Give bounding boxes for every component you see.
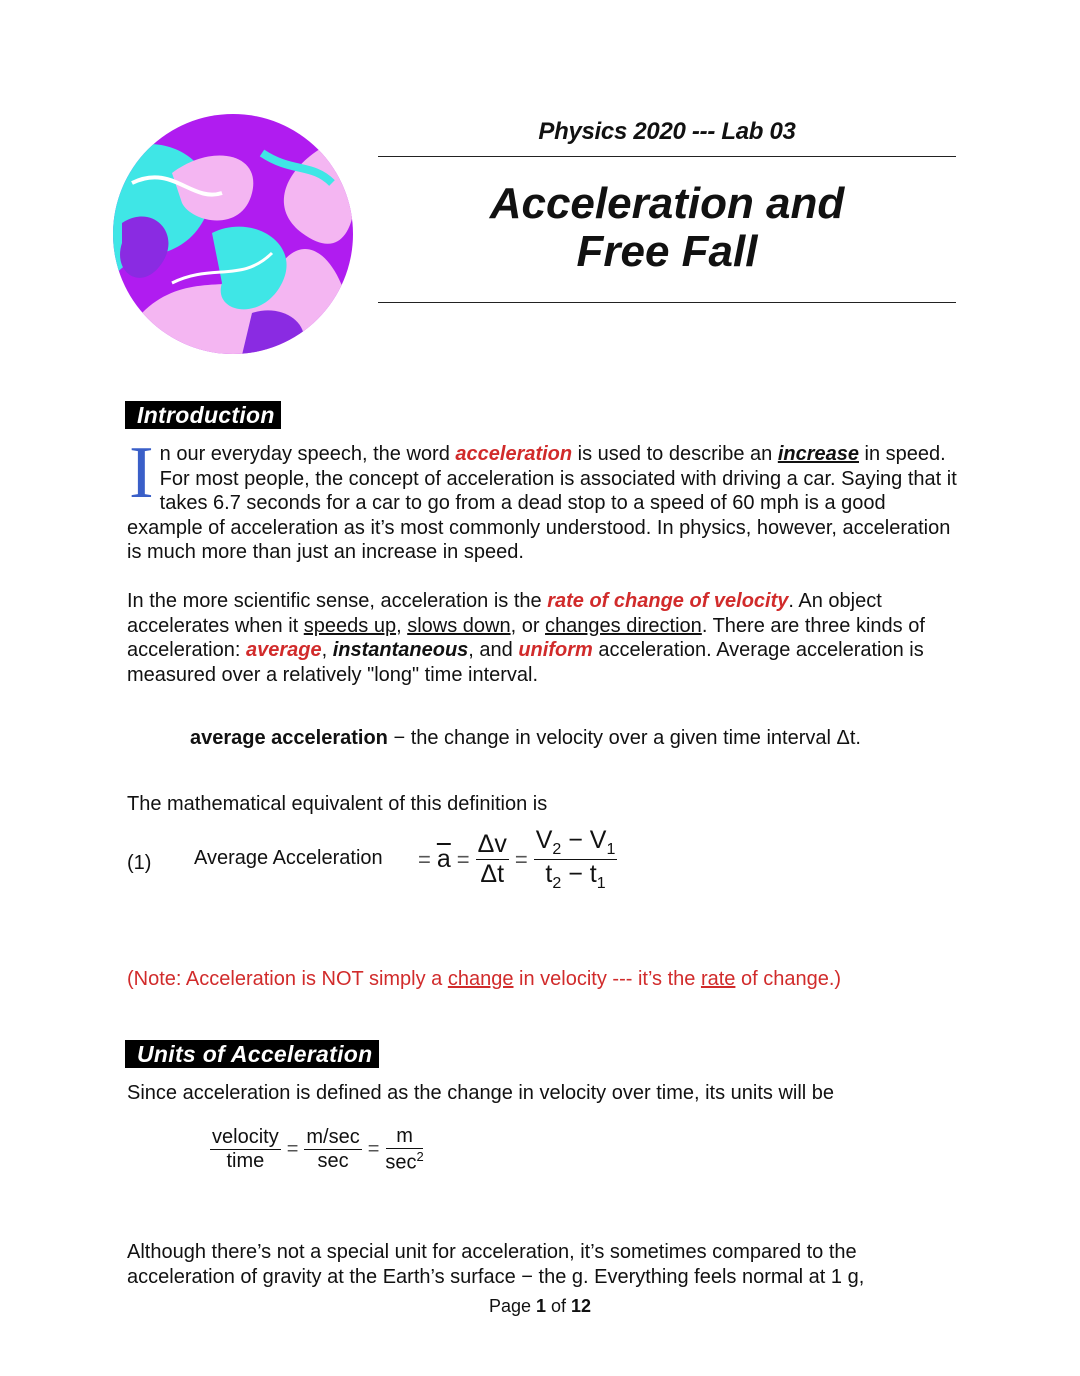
term-speeds-up: speeds up — [303, 614, 397, 637]
units-paragraph-2: Although there’s not a special unit for acceleration, it’s sometimes compared to the acceleration of gravity at the Earth’s surface − the g. Everything feels normal at 1 g, — [127, 1241, 865, 1288]
fraction-msec-sec — [304, 1126, 361, 1173]
denominator — [385, 1149, 423, 1175]
definition-average-acceleration — [190, 727, 861, 750]
title-line-1: Acceleration and — [489, 179, 845, 228]
sub: 2 — [552, 875, 562, 892]
intro-paragraph-2 — [127, 589, 957, 687]
minus: − — [561, 860, 590, 888]
note-rate-of-change — [127, 967, 957, 992]
sec: sec — [385, 1151, 417, 1174]
equals-sign: = — [456, 846, 470, 872]
term-changes-direction: changes direction — [545, 614, 702, 637]
term-slows-down: slows down — [407, 614, 511, 637]
course-label: Physics 2020 --- Lab 03 — [538, 118, 796, 145]
term-increase: increase — [777, 443, 859, 465]
denominator: time — [226, 1150, 265, 1173]
numerator: m/sec — [306, 1126, 360, 1149]
page-title — [378, 180, 956, 276]
a-bar: $\overline{a}$ — [436, 845, 451, 873]
text-run: , or — [510, 614, 546, 637]
section-heading-units: Units of Acceleration — [125, 1040, 379, 1068]
text-run: in velocity --- it’s the — [513, 968, 701, 990]
current-page: 1 — [535, 1296, 546, 1316]
intro-paragraph-1 — [127, 432, 957, 565]
equals-sign: = — [418, 846, 431, 872]
numerator: velocity — [212, 1126, 279, 1149]
equation-number: (1) — [127, 852, 152, 874]
text-run: n our everyday speech, the word — [159, 443, 456, 465]
t2: t — [545, 860, 553, 888]
minus: − — [561, 826, 590, 854]
denominator — [545, 860, 605, 893]
fraction-v-t — [534, 826, 618, 893]
header-rule-top — [378, 156, 956, 157]
term-rate-of-change: rate of change of velocity — [547, 590, 789, 612]
text-run: in speed. For most people, the concept of acceleration is associated with driving a car. Saying that it takes 6.7 seconds for a car to go from a dead stop to a speed of 60 mph is a good example of acceleration as it’s most commonly understood. In physics, however, acceleration is much more than just an increase in speed. — [127, 443, 957, 563]
sub: 1 — [596, 875, 606, 892]
numerator — [534, 826, 618, 860]
dropcap: I — [129, 432, 154, 514]
equation-label: Average Acceleration — [194, 847, 383, 869]
term-uniform: uniform — [518, 639, 593, 661]
text-run: , — [396, 614, 408, 637]
term-acceleration: acceleration — [455, 443, 573, 465]
total-pages: 12 — [571, 1296, 592, 1316]
page-footer — [0, 1296, 1080, 1317]
fraction-velocity-time — [210, 1126, 281, 1173]
t1: t — [589, 860, 597, 888]
math-intro: The mathematical equivalent of this definition is — [127, 793, 548, 815]
sub: 1 — [606, 841, 616, 858]
text-run: , and — [468, 639, 519, 661]
definition-term: average acceleration — [190, 727, 388, 749]
superscript: 2 — [416, 1149, 424, 1164]
denominator: sec — [317, 1150, 349, 1173]
equation-average-acceleration — [418, 826, 617, 893]
marbled-sphere-logo — [112, 113, 354, 355]
text-run: In the more scientific sense, acceleration is the — [127, 590, 548, 612]
v1: V — [589, 826, 607, 854]
fraction-m-sec2 — [385, 1125, 423, 1175]
units-paragraph-1: Since acceleration is defined as the change in velocity over time, its units will be — [127, 1082, 835, 1104]
equals-sign: = — [286, 1138, 299, 1161]
title-line-2: Free Fall — [576, 227, 758, 276]
text-run: . An object accelerates when it — [127, 590, 882, 637]
fraction-delta — [476, 830, 509, 889]
denominator: Δt — [480, 860, 505, 888]
numerator: Δv — [477, 830, 507, 858]
equals-sign: = — [367, 1138, 380, 1161]
text-run: acceleration. Average acceleration is measured over a relatively "long" time interval. — [127, 639, 924, 686]
text-run: of change.) — [735, 968, 842, 990]
text-run: , — [321, 639, 333, 661]
text-run: is used to describe an — [572, 443, 778, 465]
text-run: (Note: Acceleration is NOT simply a — [127, 968, 448, 990]
equals-sign: = — [514, 846, 528, 872]
sub: 2 — [552, 841, 562, 858]
numerator: m — [386, 1125, 423, 1149]
note-rate: rate — [700, 968, 736, 990]
text-run: . There are three kinds of acceleration: — [127, 614, 925, 661]
footer-text: Page — [488, 1296, 536, 1316]
v2: V — [535, 826, 553, 854]
section-heading-introduction: Introduction — [125, 401, 281, 429]
definition-text: − the change in velocity over a given time interval Δt. — [387, 727, 861, 749]
note-change: change — [447, 968, 514, 990]
term-average: average — [245, 639, 322, 661]
units-formula — [210, 1125, 424, 1175]
footer-text: of — [546, 1296, 572, 1316]
term-instantaneous: instantaneous — [332, 639, 469, 661]
header-rule-bottom — [378, 302, 956, 303]
